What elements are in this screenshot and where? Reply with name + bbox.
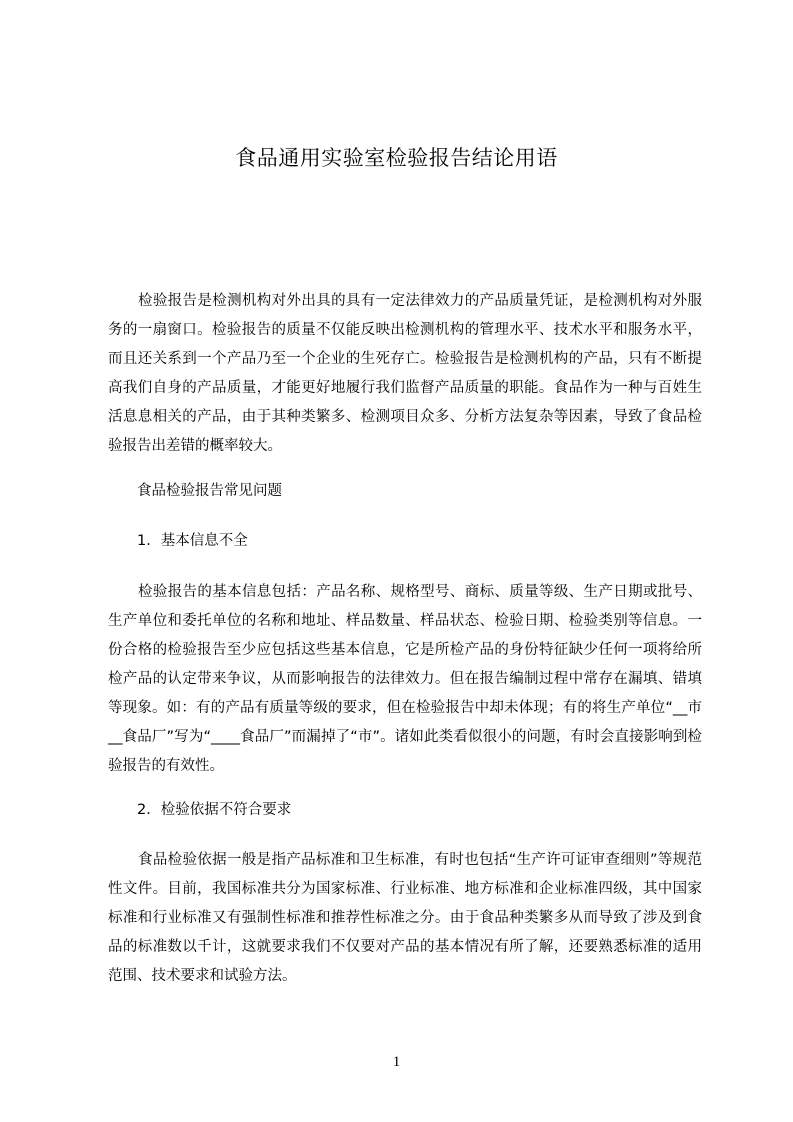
item-2-paragraph: 食品检验依据一般是指产品标准和卫生标准，有时也包括“生产许可证审查细则”等规范性文件。目前，我国标准共分为国家标准、行业标准、地方标准和企业标准四级，其中国家标准和行业标准又有强制性标准和推荐性标准之分。由于食品种类繁多从而导致了涉及到食品的标准数以千计，这就要求我们不仅要对产品的基本情况有所了解，还要熟悉标准的适用范围、技术要求和试验方法。 [108, 852, 702, 984]
item-1-paragraph: 检验报告的基本信息包括：产品名称、规格型号、商标、质量等级、生产日期或批号、生产单位和委托单位的名称和地址、样品数量、样品状态、检验日期、检验类别等信息。一份合格的检验报告至少应包括这些基本信息，它是所检产品的身份特征缺少任何一项将给所检产品的认定带来争议，从而影响报告的法律效力。但在报告编制过程中常存在漏填、错填等现象。如：有的产品有质量等级的要求，但在检验报告中却未体现；有的将生产单位“__市__食品厂”写为“____食品厂”而漏掉了“市”。诸如此类看似很小的问题，有时会直接影响到检验报告的有效性。 [108, 584, 702, 774]
section-heading: 食品检验报告常见问题 [137, 483, 282, 499]
intro-paragraph: 检验报告是检测机构对外出具的具有一定法律效力的产品质量凭证，是检测机构对外服务的一扇窗口。检验报告的质量不仅能反映出检测机构的管理水平、技术水平和服务水平，而且还关系到一个产品乃至一个企业的生死存亡。检验报告是检测机构的产品，只有不断提高我们自身的产品质量，才能更好地履行我们监督产品质量的职能。食品作为一种与百姓生活息息相关的产品，由于其种类繁多、检测项目众多、分析方法复杂等因素，导致了食品检验报告出差错的概率较大。 [108, 293, 702, 454]
page-number: 1 [392, 1054, 401, 1070]
document-title: 食品通用实验室检验报告结论用语 [235, 146, 558, 170]
item-1-heading: 1．基本信息不全 [137, 533, 248, 549]
item-2-heading: 2．检验依据不符合要求 [137, 802, 292, 818]
